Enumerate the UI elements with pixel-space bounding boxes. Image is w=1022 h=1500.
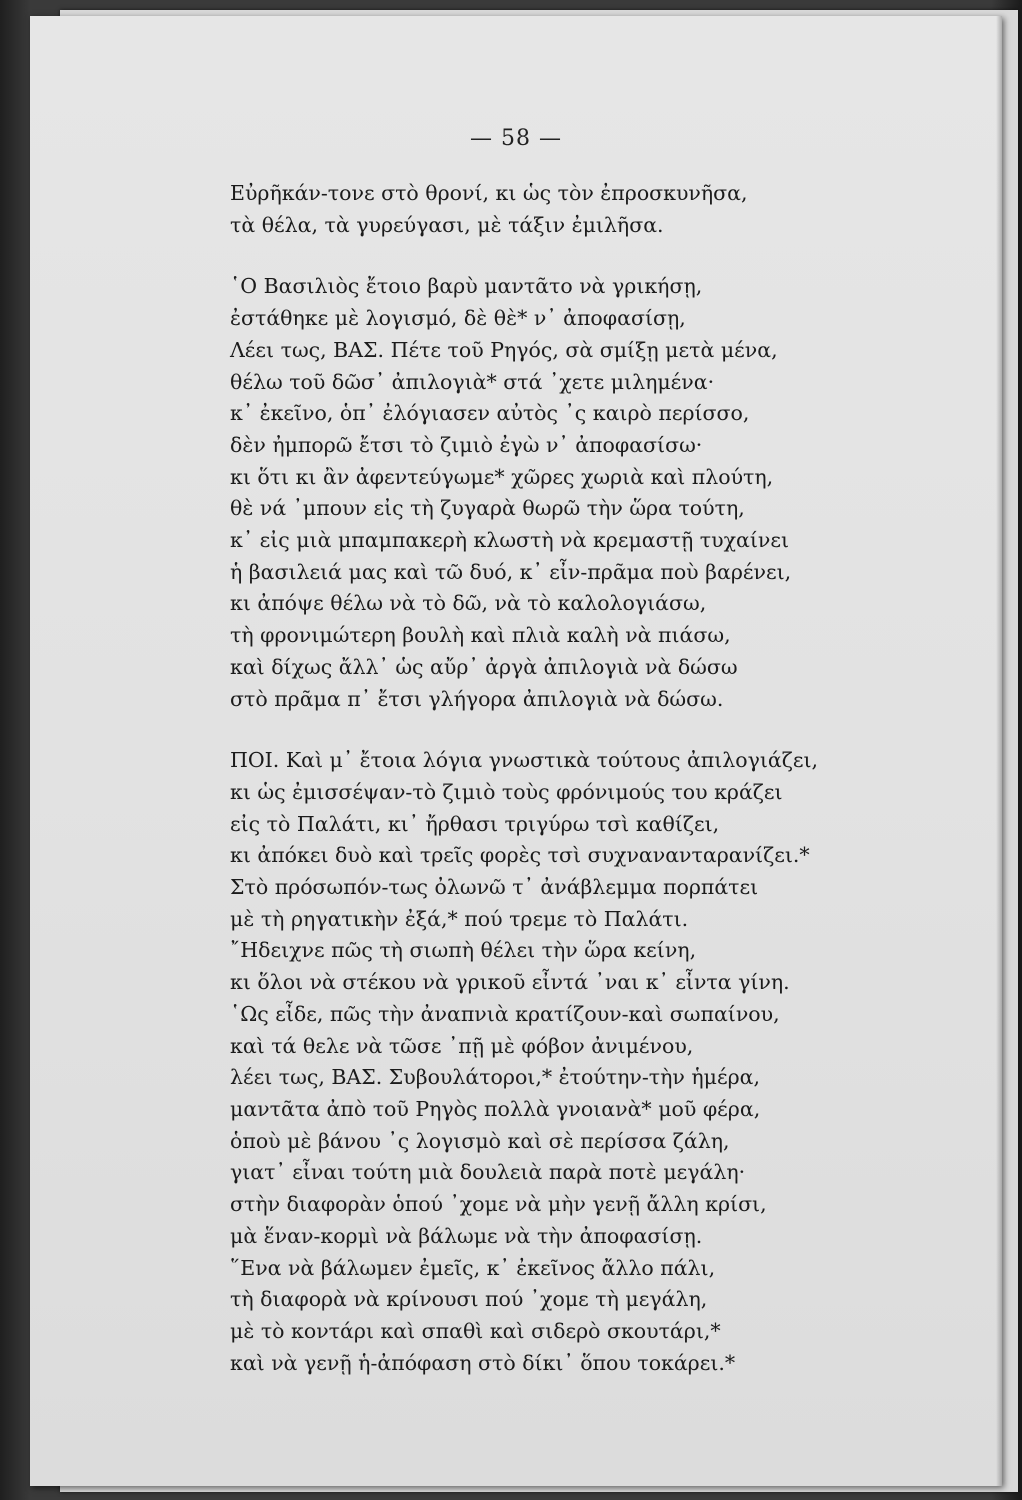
verse-line: Λέει τως, ΒΑΣ. Πέτε τοῦ Ρηγός, σὰ σμίξῃ μετὰ μένα,	[230, 337, 778, 362]
verse-line: ῎Ηδειχνε πῶς τὴ σιωπὴ θέλει τὴν ὥρα κείνη,	[230, 938, 697, 963]
verse-line: ΠΟΙ. Καὶ μ᾽ ἔτοια λόγια γνωστικὰ τούτους ἀπιλογιάζει,	[230, 748, 819, 773]
verse-line: τὰ θέλα, τὰ γυρεύγασι, μὲ τάξιν ἐμιλῆσα.	[230, 212, 664, 237]
stanza	[230, 271, 850, 715]
verse-line: ῾Ως εἶδε, πῶς τὴν ἀναπνιὰ κρατίζουν-καὶ σωπαίνου,	[230, 1001, 780, 1026]
verse-line: εἰς τὸ Παλάτι, κι᾽ ἤρθασι τριγύρω τσὶ καθίζει,	[230, 811, 720, 836]
verse-line: Εὐρῆκάν-τονε στὸ θρονί, κι ὡς τὸν ἐπροσκυνῆσα,	[230, 181, 748, 205]
verse-line: καὶ νὰ γενῇ ἡ-ἀπόφαση στὸ δίκι᾽ ὅπου τοκάρει.*	[230, 1350, 736, 1375]
verse-line: κι ὅλοι νὰ στέκου νὰ γρικοῦ εἶντά ᾽ναι κ᾽ εἶντα γίνη.	[230, 970, 790, 995]
verse-line: μὲ τὸ κοντάρι καὶ σπαθὶ καὶ σιδερὸ σκουτάρι,*	[230, 1318, 721, 1343]
verse-line: κι ὅτι κι ἂν ἀφεντεύγωμε* χῶρες χωριὰ καὶ πλούτη,	[230, 464, 774, 489]
verse-line: κι ἀπόκει δυὸ καὶ τρεῖς φορὲς τσὶ συχνανανταρανίζει.*	[230, 843, 810, 868]
verse-line: γιατ᾽ εἶναι τούτη μιὰ δουλειὰ παρὰ ποτὲ μεγάλη·	[230, 1160, 746, 1185]
verse-line: μὰ ἕναν-κορμὶ νὰ βάλωμε νὰ τὴν ἀποφασίσῃ.	[230, 1223, 703, 1248]
verse-line: Στὸ πρόσωπόν-τως ὀλωνῶ τ᾽ ἀνάβλεμμα πορπάτει	[230, 875, 759, 900]
stanza	[230, 745, 850, 1379]
book-page	[30, 16, 1002, 1486]
verse-line: κ᾽ εἰς μιὰ μπαμπακερὴ κλωστὴ νὰ κρεμαστῇ τυχαίνει	[230, 528, 790, 553]
page-number: — 58 —	[470, 126, 562, 151]
verse-line: θὲ νά ᾽μπουν εἰς τὴ ζυγαρὰ θωρῶ τὴν ὥρα τούτη,	[230, 496, 745, 521]
verse-line: κι ὡς ἐμισσέψαν-τὸ ζιμιὸ τοὺς φρόνιμούς του κράζει	[230, 779, 783, 804]
page-edge-shadow	[996, 16, 1002, 1486]
stanza	[230, 178, 850, 241]
verse-line: μαντᾶτα ἀπὸ τοῦ Ρηγὸς πολλὰ γνοιανὰ* μοῦ φέρα,	[230, 1096, 761, 1121]
verse-line: λέει τως, ΒΑΣ. Συβουλάτοροι,* ἐτούτην-τὴν ἡμέρα,	[230, 1065, 760, 1090]
verse-line: τὴ διαφορὰ νὰ κρίνουσι πού ᾽χομε τὴ μεγάλη,	[230, 1287, 708, 1312]
verse-line: τὴ φρονιμώτερη βουλὴ καὶ πλιὰ καλὴ νὰ πιάσω,	[230, 623, 731, 648]
verse-line: στὴν διαφορὰν ὁπού ᾽χομε νὰ μὴν γενῇ ἄλλη κρίσι,	[230, 1192, 767, 1217]
verse-line: μὲ τὴ ρηγατικὴν ἐξά,* πού τρεμε τὸ Παλάτι.	[230, 906, 689, 931]
verse-line: ῞Ενα νὰ βάλωμεν ἐμεῖς, κ᾽ ἐκεῖνος ἄλλο πάλι,	[230, 1255, 716, 1280]
verse-line: ἡ βασιλειά μας καὶ τῶ δυό, κ᾽ εἶν-πρᾶμα ποὺ βαρένει,	[230, 559, 792, 584]
verse-line: δὲν ἠμπορῶ ἔτσι τὸ ζιμιὸ ἐγὼ ν᾽ ἀποφασίσω·	[230, 432, 703, 457]
verse-line: κ᾽ ἐκεῖνο, ὁπ᾽ ἐλόγιασεν αὐτὸς ᾽ς καιρὸ περίσσο,	[230, 401, 750, 426]
verse-line: ῾Ο Βασιλιὸς ἔτοιο βαρὺ μαντᾶτο νὰ γρικήσῃ,	[230, 274, 703, 299]
verse-line: ὁποὺ μὲ βάνου ᾽ς λογισμὸ καὶ σὲ περίσσα ζάλη,	[230, 1128, 730, 1153]
verse-line: στὸ πρᾶμα π᾽ ἔτσι γλήγορα ἀπιλογιὰ νὰ δώσω.	[230, 686, 724, 711]
verse-line: κι ἀπόψε θέλω νὰ τὸ δῶ, νὰ τὸ καλολογιάσω,	[230, 591, 707, 616]
verse-line: καὶ τά θελε νὰ τῶσε ᾽πῇ μὲ φόβον ἀνιμένου,	[230, 1033, 694, 1058]
poem-text	[230, 178, 850, 1409]
verse-line: θέλω τοῦ δῶσ᾽ ἀπιλογιὰ* στά ᾽χετε μιλημένα·	[230, 369, 715, 394]
verse-line: ἐστάθηκε μὲ λογισμό, δὲ θὲ* ν᾽ ἀποφασίσῃ,	[230, 306, 686, 331]
verse-line: καὶ δίχως ἄλλ᾽ ὡς αὔρ᾽ ἀργὰ ἀπιλογιὰ νὰ δώσω	[230, 654, 738, 679]
